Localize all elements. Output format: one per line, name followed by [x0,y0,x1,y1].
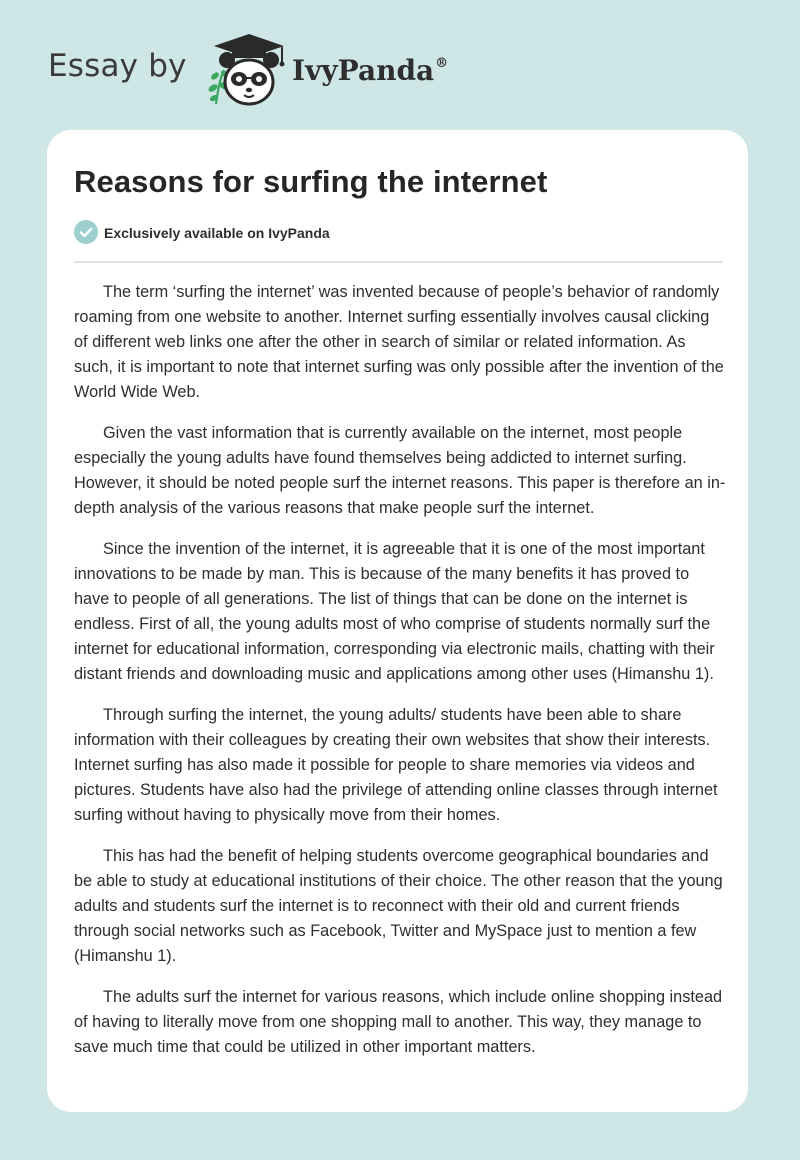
registered-mark: ® [435,56,449,71]
divider [74,261,723,263]
essay-card [47,130,748,1112]
badge-text: Exclusively available on IvyPanda [104,225,330,241]
essay-body [74,280,726,1076]
panda-graduation-cap-icon[interactable] [202,30,288,110]
paragraph: Since the invention of the internet, it is agreeable that it is one of the most important innovations to be made by man. This is because of the many benefits it has proved to have to people of all generations. The list of things that can be done on the internet is endless. First of all, the young adults most of who comprise of students normally surf the internet for educational information, corresponding via electronic mails, chatting with their distant friends and downloading music and applications among other uses (Himanshu 1). [74,540,715,683]
brand-prefix: Essay by [48,48,187,84]
paragraph: This has had the benefit of helping students overcome geographical boundaries and be able to study at educational institutions of their choice. The other reason that the young adults and students surf the internet is to reconnect with their old and current friends through social networks such as Facebook, Twitter and MySpace just to mention a few (Himanshu 1). [74,847,723,965]
paragraph: The term ‘surfing the internet’ was invented because of people’s behavior of randomly roaming from one website to another. Internet surfing essentially involves causal clicking of different web links one after the other in search of similar or related information. As such, it is important to note that internet surfing was only possible after the invention of the World Wide Web. [74,283,724,401]
paragraph: Given the vast information that is currently available on the internet, most people especially the young adults have found themselves being addicted to internet surfing. However, it should be noted people surf the internet reasons. This paper is therefore an in-depth analysis of the various reasons that make people surf the internet. [74,424,726,517]
brand-name[interactable]: IvyPanda® [292,54,449,87]
site-header [48,30,468,110]
check-circle-icon [74,220,98,244]
essay-title: Reasons for surfing the internet [74,164,548,199]
paragraph: The adults surf the internet for various reasons, which include online shopping instead of having to literally move from one shopping mall to another. This way, they manage to save much time that could be utilized in other important matters. [74,988,723,1056]
paragraph: Through surfing the internet, the young adults/ students have been able to share information with their colleagues by creating their own websites that show their interests. Internet surfing has also made it possible for people to share memories via videos and pictures. Students have also had the privilege of attending online classes through internet surfing without having to physically move from their homes. [74,706,718,824]
